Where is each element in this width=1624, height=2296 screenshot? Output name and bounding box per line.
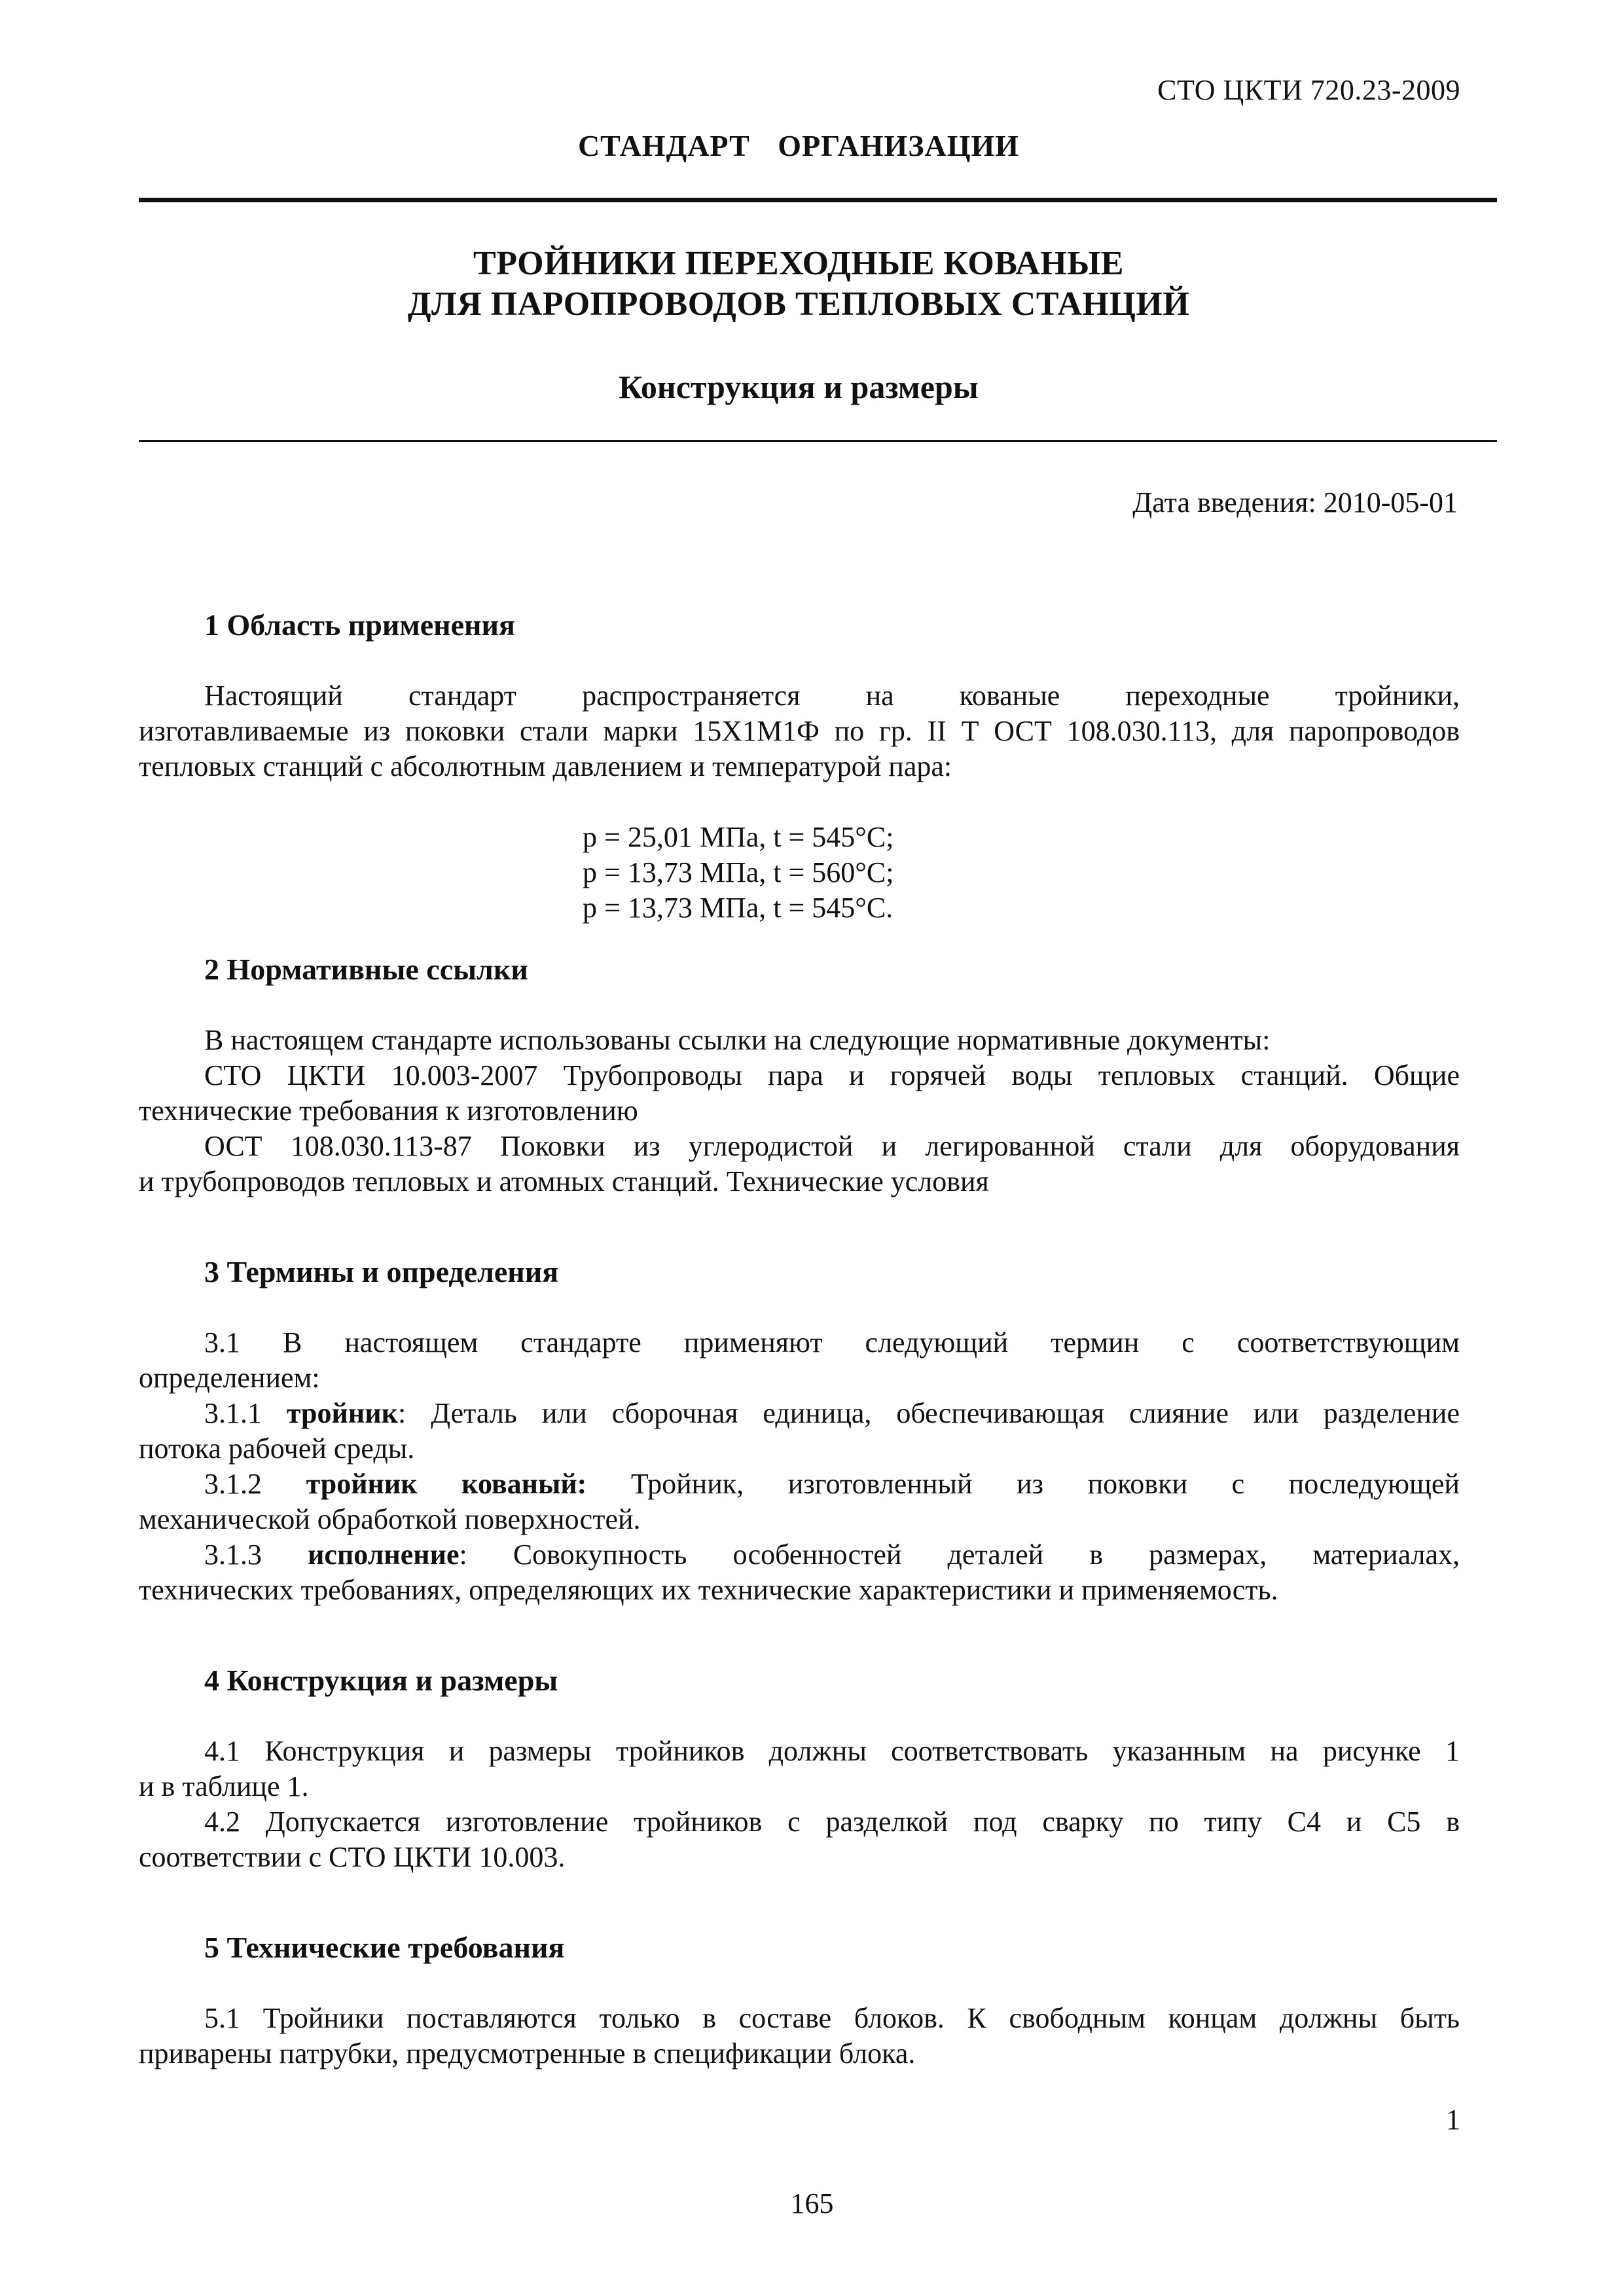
section-1-paragraph-rest: изготавливаемые из поковки стали марки 15Х1М1Ф по гр. II Т ОСТ 108.030.113, для паропроводов тепловых станций с абсолютным давлением и температурой пара:	[139, 715, 1460, 782]
term-forged-tee-definition-start: Тройник, изготовленный из поковки с последующей	[586, 1468, 1460, 1500]
main-title-line-1: ТРОЙНИКИ ПЕРЕХОДНЫЕ КОВАНЫЕ	[473, 245, 1124, 282]
organization-standard-title: СТАНДАРТ ОРГАНИЗАЦИИ	[577, 129, 1020, 162]
section-4-paragraph-1	[139, 1734, 1460, 1804]
section-4-paragraph-2-first-line: 4.2 Допускается изготовление тройников с разделкой под сварку по типу С4 и С5 в	[204, 1806, 1460, 1838]
section-3-paragraph-4-rest: технических требованиях, определяющих их технические характеристики и применяемость.	[139, 1574, 1278, 1606]
section-5-paragraph-1-first-line: 5.1 Тройники поставляются только в составе блоков. К свободным концам должны быть	[204, 2002, 1460, 2034]
section-3-paragraph-3	[139, 1467, 1460, 1537]
section-4-heading: 4 Конструкция и размеры	[204, 1664, 558, 1697]
title-rule-thin	[139, 440, 1497, 442]
term-tee: тройник	[286, 1397, 398, 1429]
section-1-paragraph-first-line: Настоящий стандарт распространяется на кованые переходные тройники,	[204, 680, 1460, 712]
section-2-heading: 2 Нормативные ссылки	[204, 953, 528, 986]
term-tee-definition-start: : Деталь или сборочная единица, обеспечивающая слияние или разделение	[397, 1397, 1460, 1429]
section-2-paragraph-3	[139, 1129, 1460, 1199]
document-subtitle: Конструкция и размеры	[619, 369, 979, 405]
term-forged-tee: тройник кованый:	[306, 1468, 587, 1500]
section-3-paragraph-3-rest: механической обработкой поверхностей.	[139, 1503, 641, 1535]
section-3-paragraph-4-first-line	[139, 1537, 1460, 1573]
section-5-heading: 5 Технические требования	[204, 1931, 565, 1964]
global-page-number: 165	[790, 2187, 834, 2219]
section-3-paragraph-1	[139, 1325, 1460, 1396]
section-5-paragraph-1	[139, 2001, 1460, 2071]
formula-line-2: р = 13,73 МПа, t = 560°С;	[583, 856, 894, 888]
section-2-paragraph-1	[139, 1023, 1460, 1058]
section-4-paragraph-2	[139, 1804, 1460, 1875]
document-code: СТО ЦКТИ 720.23-2009	[1157, 74, 1460, 106]
section-4-paragraph-1-first-line: 4.1 Конструкция и размеры тройников должны соответствовать указанным на рисунке 1	[204, 1735, 1460, 1767]
section-3-paragraph-3-first-line	[139, 1467, 1460, 1502]
section-1-heading: 1 Область применения	[204, 608, 515, 642]
section-1-paragraph	[139, 678, 1460, 784]
section-3-paragraph-2-first-line	[139, 1396, 1460, 1431]
local-page-number: 1	[1446, 2104, 1460, 2136]
section-3-paragraph-2	[139, 1396, 1460, 1467]
section-2-paragraph-3-rest: и трубопроводов тепловых и атомных станций. Технические условия	[139, 1165, 989, 1197]
section-2-paragraph-2-first-line: СТО ЦКТИ 10.003-2007 Трубопроводы пара и горячей воды тепловых станций. Общие	[204, 1059, 1460, 1091]
section-4-paragraph-1-rest: и в таблице 1.	[139, 1770, 309, 1802]
term-number: 3.1.1	[204, 1397, 287, 1429]
section-3-heading: 3 Термины и определения	[204, 1255, 559, 1288]
section-3-paragraph-2-rest: потока рабочей среды.	[139, 1432, 415, 1465]
term-number: 3.1.2	[204, 1468, 306, 1500]
term-execution: исполнение	[308, 1539, 460, 1571]
formula-line-3: р = 13,73 МПа, t = 545°С.	[583, 892, 893, 924]
section-2-paragraph-2	[139, 1058, 1460, 1129]
section-3-paragraph-4	[139, 1537, 1460, 1608]
section-3-paragraph-1-rest: определением:	[139, 1362, 320, 1394]
header-rule-thick	[139, 198, 1497, 202]
section-4-paragraph-2-rest: соответствии с СТО ЦКТИ 10.003.	[139, 1841, 566, 1873]
term-execution-definition-start: : Совокупность особенностей деталей в размерах, материалах,	[459, 1539, 1460, 1571]
section-2-paragraph-3-first-line: ОСТ 108.030.113-87 Поковки из углеродистой и легированной стали для оборудования	[204, 1130, 1460, 1162]
section-2-paragraph-2-rest: технические требования к изготовлению	[139, 1095, 638, 1127]
section-2-paragraph-1-text: В настоящем стандарте использованы ссылки на следующие нормативные документы:	[204, 1024, 1271, 1056]
formula-line-1: р = 25,01 МПа, t = 545°С;	[583, 821, 894, 853]
term-number: 3.1.3	[204, 1539, 308, 1571]
main-title-line-2: ДЛЯ ПАРОПРОВОДОВ ТЕПЛОВЫХ СТАНЦИЙ	[407, 285, 1190, 323]
section-5-paragraph-1-rest: приварены патрубки, предусмотренные в спецификации блока.	[139, 2037, 916, 2069]
section-3-paragraph-1-first-line: 3.1 В настоящем стандарте применяют следующий термин с соответствующим	[204, 1326, 1460, 1358]
introduction-date: Дата введения: 2010-05-01	[1132, 486, 1458, 519]
